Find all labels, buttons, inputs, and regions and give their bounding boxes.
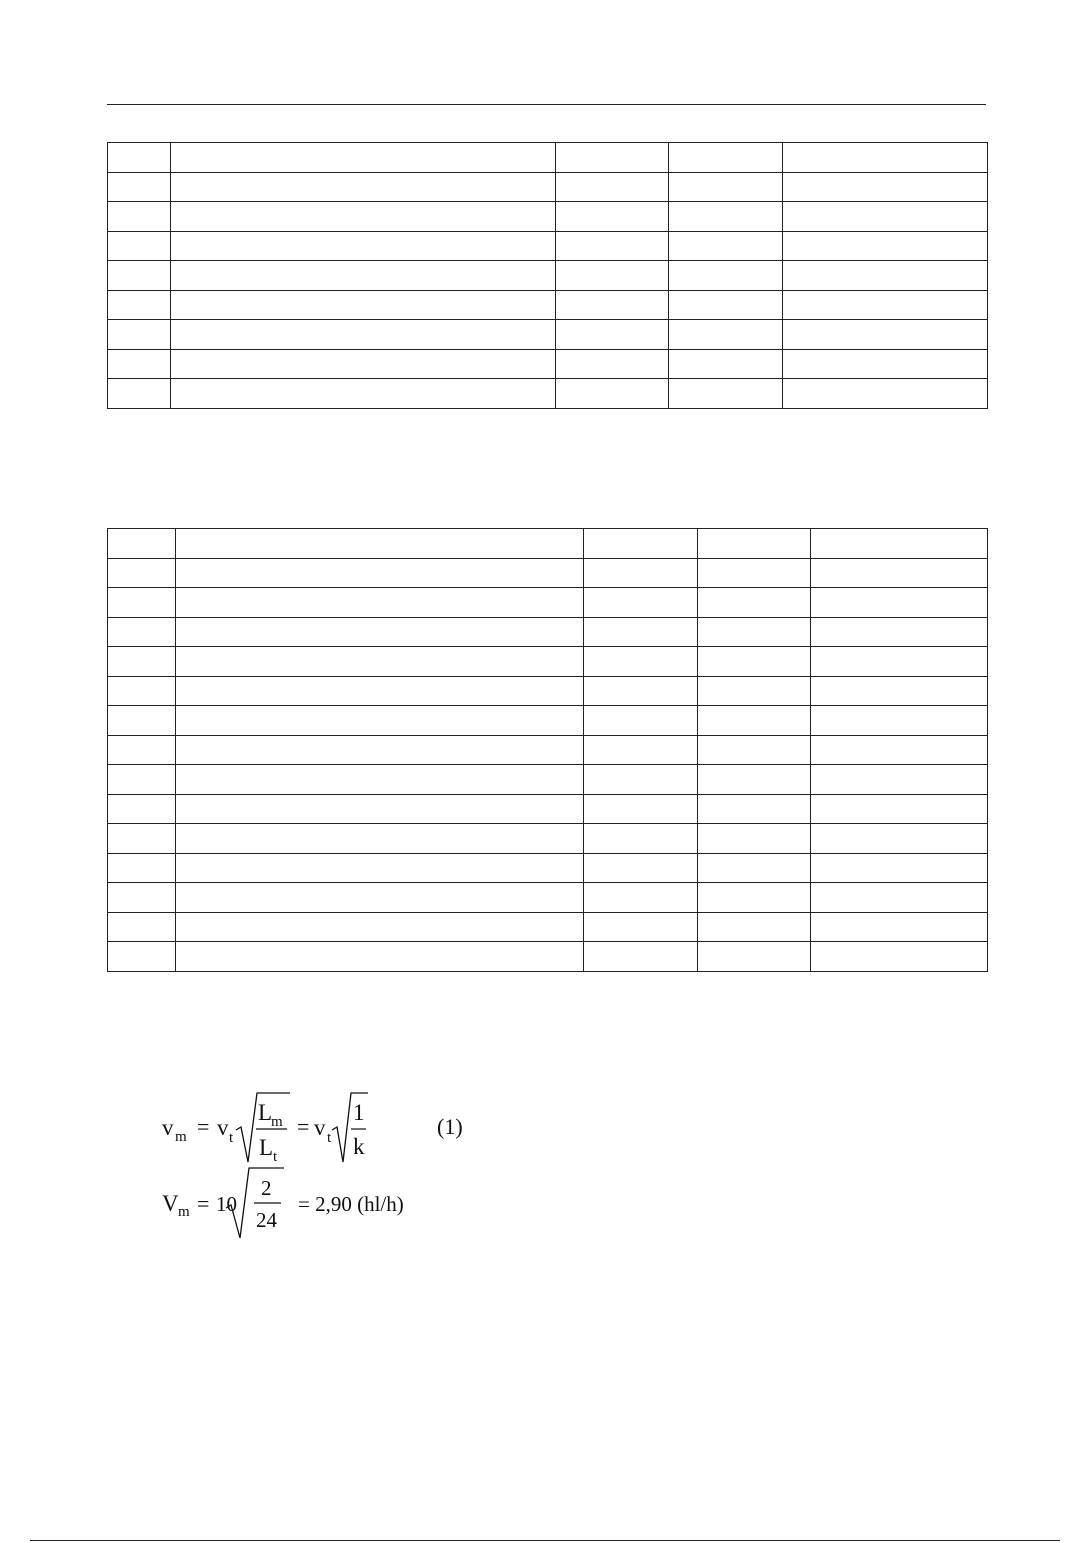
table-cell	[783, 202, 988, 232]
table-cell	[783, 172, 988, 202]
flow-rate-formula	[160, 1080, 580, 1260]
table-cell	[783, 231, 988, 261]
table-cell	[584, 765, 698, 795]
table-row	[108, 942, 988, 972]
table-cell	[108, 202, 171, 232]
table-cell	[698, 558, 811, 588]
table-cell	[171, 231, 556, 261]
formula-line-2	[162, 1168, 404, 1238]
table-cell	[669, 202, 783, 232]
table-cell	[108, 942, 176, 972]
table-cell	[584, 942, 698, 972]
table-cell	[108, 290, 171, 320]
table-cell	[811, 942, 988, 972]
table-row	[108, 735, 988, 765]
table-cell	[584, 883, 698, 913]
table-cell	[783, 379, 988, 409]
table-cell	[584, 676, 698, 706]
formula-equals-3: =	[197, 1191, 210, 1216]
table-cell	[811, 912, 988, 942]
table-cell	[669, 172, 783, 202]
header-rule	[107, 104, 986, 105]
table-cell	[108, 261, 171, 291]
formula-Lm-subscript: m	[271, 1114, 283, 1130]
formula-Lm-letter: L	[258, 1100, 273, 1125]
table-cell	[108, 647, 176, 677]
table-cell	[698, 942, 811, 972]
table-row	[108, 231, 988, 261]
table-cell	[811, 824, 988, 854]
formula-line-1	[162, 1093, 463, 1165]
table-cell	[556, 143, 669, 173]
formula-vt2-symbol: v	[314, 1115, 326, 1140]
table-cell	[176, 853, 584, 883]
table-cell	[698, 735, 811, 765]
table-cell	[698, 617, 811, 647]
table-cell	[108, 824, 176, 854]
table-cell	[171, 261, 556, 291]
table-cell	[176, 558, 584, 588]
table-cell	[108, 529, 176, 559]
table-cell	[108, 676, 176, 706]
table-cell	[584, 912, 698, 942]
footer-rule	[30, 1540, 1060, 1541]
table-row	[108, 912, 988, 942]
formula-vm-symbol: v	[162, 1115, 174, 1140]
table-cell	[811, 529, 988, 559]
table-cell	[698, 647, 811, 677]
table-cell	[698, 794, 811, 824]
formula-svg	[160, 1080, 580, 1260]
table-row	[108, 172, 988, 202]
data-table-2	[107, 528, 988, 972]
table-cell	[176, 942, 584, 972]
table-cell	[556, 172, 669, 202]
table-cell	[669, 290, 783, 320]
table-row	[108, 349, 988, 379]
table-cell	[669, 379, 783, 409]
table-cell	[811, 706, 988, 736]
table-row	[108, 529, 988, 559]
table-cell	[698, 706, 811, 736]
table-cell	[811, 558, 988, 588]
table-cell	[811, 765, 988, 795]
table-cell	[176, 912, 584, 942]
table-cell	[811, 676, 988, 706]
table-row	[108, 617, 988, 647]
table-row	[108, 202, 988, 232]
table-cell	[108, 379, 171, 409]
table-cell	[176, 824, 584, 854]
table-cell	[176, 794, 584, 824]
table-cell	[811, 588, 988, 618]
table-cell	[811, 617, 988, 647]
table-cell	[556, 202, 669, 232]
table-cell	[176, 883, 584, 913]
table-cell	[669, 349, 783, 379]
formula-vt2-subscript: t	[327, 1130, 332, 1146]
table-cell	[783, 320, 988, 350]
table-cell	[556, 349, 669, 379]
table-row	[108, 379, 988, 409]
table-cell	[108, 320, 171, 350]
table-cell	[108, 883, 176, 913]
formula-equals-1: =	[197, 1114, 210, 1139]
table-row	[108, 588, 988, 618]
table-cell	[176, 647, 584, 677]
table-cell	[584, 735, 698, 765]
formula-k: k	[353, 1134, 365, 1159]
table-cell	[783, 290, 988, 320]
table-row	[108, 794, 988, 824]
table-cell	[811, 883, 988, 913]
formula-ten: 10	[216, 1192, 237, 1216]
table-cell	[108, 853, 176, 883]
table-cell	[556, 320, 669, 350]
table-cell	[171, 172, 556, 202]
table-cell	[698, 824, 811, 854]
table-cell	[108, 794, 176, 824]
table-cell	[171, 290, 556, 320]
table-cell	[108, 912, 176, 942]
formula-vm-subscript: m	[175, 1129, 187, 1145]
table-cell	[584, 558, 698, 588]
table-cell	[176, 706, 584, 736]
table-cell	[584, 794, 698, 824]
table-cell	[669, 231, 783, 261]
table-cell	[584, 706, 698, 736]
table-cell	[698, 588, 811, 618]
formula-Vm-symbol: V	[162, 1191, 179, 1216]
table-cell	[108, 706, 176, 736]
table-row	[108, 676, 988, 706]
formula-Lt-subscript: t	[273, 1149, 278, 1165]
table-cell	[584, 824, 698, 854]
table-cell	[171, 349, 556, 379]
table-cell	[108, 558, 176, 588]
table-cell	[584, 588, 698, 618]
formula-denominator: 24	[256, 1208, 277, 1232]
formula-vt-subscript: t	[229, 1130, 234, 1146]
table-cell	[108, 588, 176, 618]
table-cell	[171, 320, 556, 350]
table-cell	[171, 379, 556, 409]
table-cell	[783, 261, 988, 291]
table-cell	[108, 143, 171, 173]
table-cell	[108, 735, 176, 765]
table-cell	[698, 912, 811, 942]
table-cell	[669, 261, 783, 291]
formula-equals-2: =	[297, 1114, 310, 1139]
table-cell	[108, 765, 176, 795]
table-cell	[811, 735, 988, 765]
table-row	[108, 883, 988, 913]
table-cell	[108, 617, 176, 647]
table-row	[108, 143, 988, 173]
table-row	[108, 261, 988, 291]
table-cell	[669, 320, 783, 350]
table-cell	[176, 617, 584, 647]
table-cell	[176, 735, 584, 765]
table-row	[108, 320, 988, 350]
table-row	[108, 765, 988, 795]
table-cell	[176, 588, 584, 618]
table-cell	[698, 529, 811, 559]
formula-result: = 2,90 (hl/h)	[298, 1192, 404, 1216]
table-cell	[584, 647, 698, 677]
data-table-1	[107, 142, 988, 409]
table-cell	[698, 676, 811, 706]
table-cell	[669, 143, 783, 173]
table-cell	[176, 529, 584, 559]
table-cell	[811, 647, 988, 677]
formula-numerator: 2	[261, 1176, 272, 1200]
table-cell	[584, 617, 698, 647]
table-row	[108, 706, 988, 736]
table-cell	[556, 231, 669, 261]
formula-one: 1	[353, 1100, 365, 1125]
table-row	[108, 853, 988, 883]
table-cell	[811, 794, 988, 824]
table-cell	[783, 349, 988, 379]
table-cell	[176, 765, 584, 795]
table-cell	[698, 883, 811, 913]
table-cell	[584, 853, 698, 883]
table-cell	[171, 202, 556, 232]
table-row	[108, 647, 988, 677]
table-row	[108, 558, 988, 588]
table-cell	[556, 290, 669, 320]
table-cell	[584, 529, 698, 559]
formula-Lt-letter: L	[259, 1135, 274, 1160]
table-cell	[556, 261, 669, 291]
table-cell	[811, 853, 988, 883]
formula-vt-symbol: v	[217, 1115, 229, 1140]
table-cell	[556, 379, 669, 409]
table-row	[108, 824, 988, 854]
table-cell	[108, 172, 171, 202]
equation-number: (1)	[437, 1114, 463, 1139]
table-cell	[108, 349, 171, 379]
table-cell	[698, 765, 811, 795]
table-row	[108, 290, 988, 320]
table-cell	[698, 853, 811, 883]
formula-Vm-subscript: m	[178, 1204, 190, 1220]
table-cell	[171, 143, 556, 173]
table-cell	[783, 143, 988, 173]
table-cell	[108, 231, 171, 261]
table-cell	[176, 676, 584, 706]
